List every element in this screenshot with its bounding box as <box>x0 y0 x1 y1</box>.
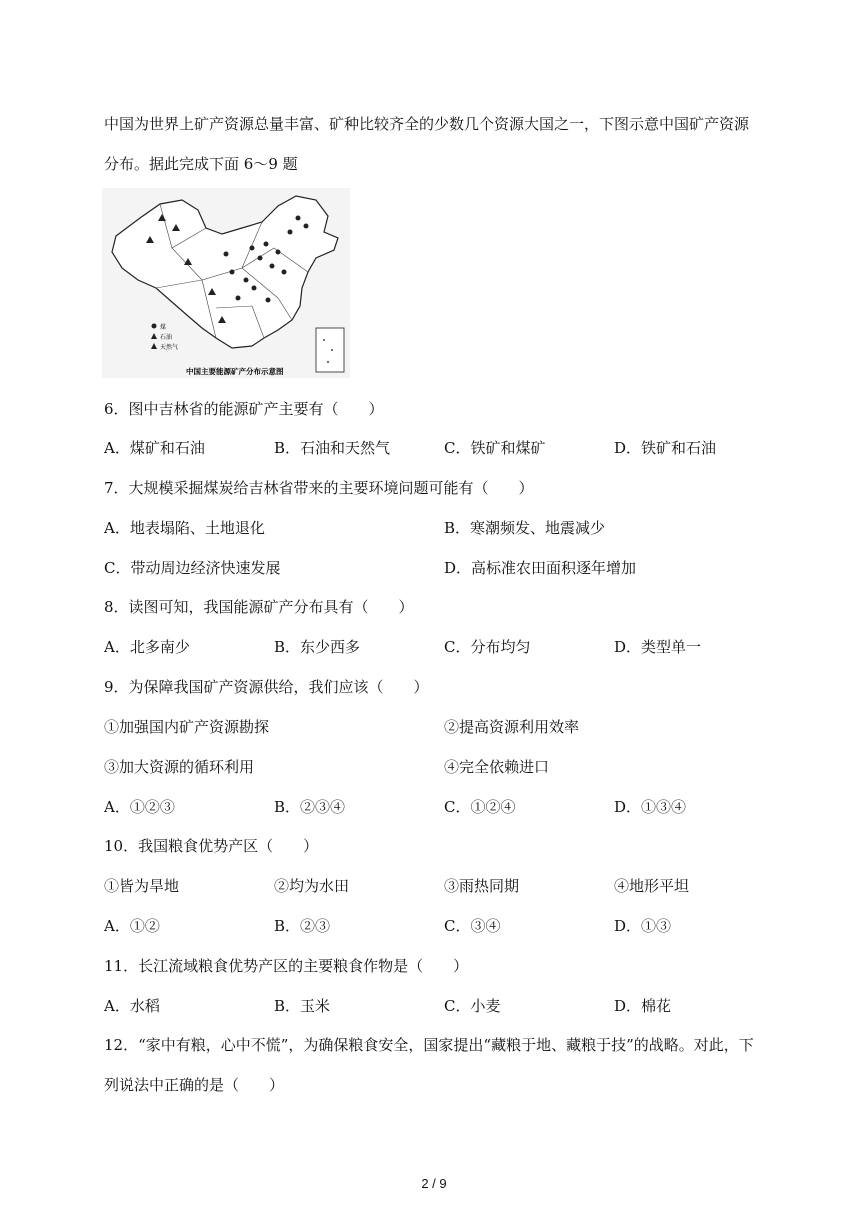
q9-statement-1: ①加强国内矿产资源勘探 <box>104 718 270 736</box>
q9-statement-3: ③加大资源的循环利用 <box>104 758 255 776</box>
q11-option-a: A．水稻 <box>104 997 160 1015</box>
q9-option-a: A．①②③ <box>104 798 175 816</box>
map-caption: 中国主要能源矿产分布示意图 <box>186 367 284 376</box>
q6-option-c: C．铁矿和煤矿 <box>444 439 546 457</box>
question-11-stem: 11．长江流域粮食优势产区的主要粮食作物是（ ） <box>104 957 469 975</box>
question-7-stem: 7．大规模采掘煤炭给吉林省带来的主要环境问题可能有（ ） <box>104 479 534 497</box>
question-6-stem: 6．图中吉林省的能源矿产主要有（ ） <box>104 400 384 418</box>
q10-option-d: D．①③ <box>614 917 672 935</box>
legend-oil: 石油 <box>160 334 173 341</box>
q10-option-b: B．②③ <box>274 917 331 935</box>
china-energy-mineral-map <box>102 188 350 378</box>
q9-option-b: B．②③④ <box>274 798 346 816</box>
q9-statement-4: ④完全依赖进口 <box>444 758 550 776</box>
question-12-stem-line-1: 12．“家中有粮，心中不慌”，为确保粮食安全，国家提出“藏粮于地、藏粮于技”的战略。对此，下 <box>104 1036 754 1054</box>
q9-option-d: D．①③④ <box>614 798 687 816</box>
question-9-stem: 9．为保障我国矿产资源供给，我们应该（ ） <box>104 678 429 696</box>
q10-statement-1: ①皆为旱地 <box>104 877 180 895</box>
intro-text-line-1: 中国为世界上矿产资源总量丰富、矿种比较齐全的少数几个资源大国之一，下图示意中国矿产资源 <box>104 115 750 133</box>
q6-option-a: A．煤矿和石油 <box>104 439 205 457</box>
question-8-stem: 8．读图可知，我国能源矿产分布具有（ ） <box>104 598 414 616</box>
q7-option-d: D．高标准农田面积逐年增加 <box>444 559 637 577</box>
q10-statement-3: ③雨热同期 <box>444 877 520 895</box>
q6-option-d: D．铁矿和石油 <box>614 439 717 457</box>
q11-option-d: D．棉花 <box>614 997 672 1015</box>
q11-option-c: C．小麦 <box>444 997 501 1015</box>
map-graphic <box>102 188 350 378</box>
intro-text-line-2: 分布。据此完成下面 6～9 题 <box>104 155 298 173</box>
q8-option-c: C．分布均匀 <box>444 638 531 656</box>
q8-option-b: B．东少西多 <box>274 638 361 656</box>
q10-option-c: C．③④ <box>444 917 501 935</box>
q10-statement-4: ④地形平坦 <box>614 877 690 895</box>
question-10-stem: 10．我国粮食优势产区（ ） <box>104 837 319 855</box>
q9-statement-2: ②提高资源利用效率 <box>444 718 580 736</box>
q7-option-c: C．带动周边经济快速发展 <box>104 559 281 577</box>
legend-gas: 天然气 <box>160 344 179 351</box>
page-number: 2 / 9 <box>421 1176 447 1191</box>
q10-option-a: A．①② <box>104 917 160 935</box>
q11-option-b: B．玉米 <box>274 997 331 1015</box>
q6-option-b: B．石油和天然气 <box>274 439 391 457</box>
q7-option-b: B．寒潮频发、地震减少 <box>444 519 606 537</box>
legend-coal: 煤 <box>160 324 167 331</box>
q7-option-a: A．地表塌陷、土地退化 <box>104 519 265 537</box>
q10-statement-2: ②均为水田 <box>274 877 350 895</box>
q8-option-d: D．类型单一 <box>614 638 702 656</box>
q9-option-c: C．①②④ <box>444 798 516 816</box>
question-12-stem-line-2: 列说法中正确的是（ ） <box>104 1076 285 1094</box>
q8-option-a: A．北多南少 <box>104 638 190 656</box>
